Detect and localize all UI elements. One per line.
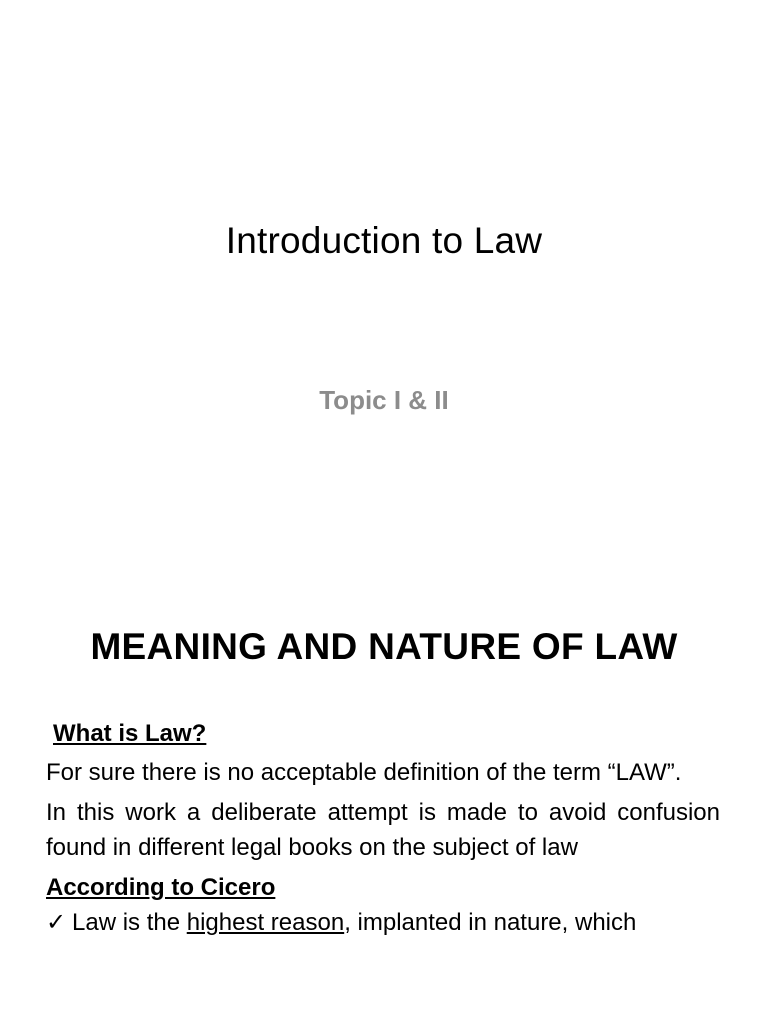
- paragraph-attempt: In this work a deliberate attempt is made to avoid confusion found in different legal books on the subject of law: [46, 799, 720, 861]
- bullet-text-after: , implanted in nature, which: [344, 909, 637, 936]
- deck-title: Introduction to Law: [225, 220, 543, 261]
- checkmark-icon: ✓: [46, 909, 67, 936]
- slide-body: [46, 716, 720, 940]
- question-heading: What is Law?: [53, 720, 207, 747]
- paragraph-definition: For sure there is no acceptable definition of the term “LAW”.: [46, 759, 682, 786]
- bullet-text-before: Law is the: [72, 909, 187, 936]
- bullet-text: [72, 905, 636, 940]
- bullet-item: [46, 905, 720, 940]
- cicero-heading: According to Cicero: [46, 874, 276, 901]
- deck-subtitle: Topic I & II: [319, 385, 449, 415]
- bullet-text-underlined: highest reason: [186, 909, 345, 936]
- section-title: MEANING AND NATURE OF LAW: [90, 626, 678, 667]
- content-slide: [0, 576, 768, 1024]
